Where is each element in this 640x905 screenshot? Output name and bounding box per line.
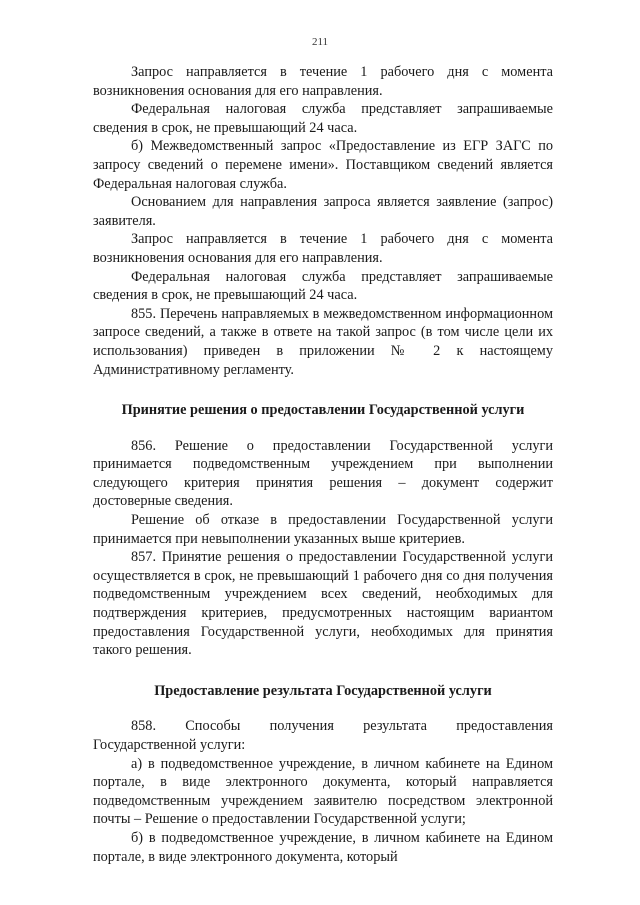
paragraph: 857. Принятие решения о предоставлении Государственной услуги осуществляется в срок, не превышающий 1 рабочего дня со дня получения подведомственным учреждением всех сведений, необходимых для подтверждения критериев, предусмотренных настоящим вариантом предоставления Государственной услуги, необходимых для принятия такого решения. xyxy=(93,549,553,659)
paragraph: б) в подведомственное учреждение, в личном кабинете на Едином портале, в виде электронного документа, который xyxy=(93,829,553,865)
paragraph: Федеральная налоговая служба представляет запрашиваемые сведения в срок, не превышающий 24 часа. xyxy=(93,268,553,304)
paragraph: Федеральная налоговая служба представляет запрашиваемые сведения в срок, не превышающий 24 часа. xyxy=(93,101,553,136)
paragraph: б) Межведомственный запрос «Предоставление из ЕГР ЗАГС по запросу сведений о перемене имени». Поставщиком сведений является Федеральная налоговая служба. xyxy=(93,138,553,192)
paragraph: Запрос направляется в течение 1 рабочего дня с момента возникновения основания для его направления. xyxy=(93,231,553,266)
paragraph: 858. Способы получения результата предоставления Государственной услуги: xyxy=(93,718,553,753)
section-heading: Предоставление результата Государственной услуги xyxy=(154,682,492,699)
paragraph: 855. Перечень направляемых в межведомственном информационном запросе сведений, а также в ответе на такой запрос (в том числе цели их использования) приведен в приложении № 2 к настоящему Административному регламенту. xyxy=(93,305,553,378)
paragraph: Запрос направляется в течение 1 рабочего дня с момента возникновения основания для его направления. xyxy=(93,64,553,99)
page-number: 211 xyxy=(311,36,329,48)
document-body xyxy=(93,63,553,866)
paragraph: 856. Решение о предоставлении Государственной услуги принимается подведомственным учреждением при выполнении следующего критерия принятия решения – документ содержит достоверные сведения. xyxy=(93,437,553,510)
paragraph: Основанием для направления запроса является заявление (запрос) заявителя. xyxy=(93,194,553,229)
paragraph: Решение об отказе в предоставлении Государственной услуги принимается при невыполнении указанных выше критериев. xyxy=(93,512,553,547)
section-heading: Принятие решения о предоставлении Государственной услуги xyxy=(121,402,525,419)
paragraph: а) в подведомственное учреждение, в личном кабинете на Едином портале, в виде электронного документа, который направляется подведомственным учреждением заявителю посредством электронной почты – Решение о предоставлении Государственной услуги; xyxy=(93,755,553,828)
